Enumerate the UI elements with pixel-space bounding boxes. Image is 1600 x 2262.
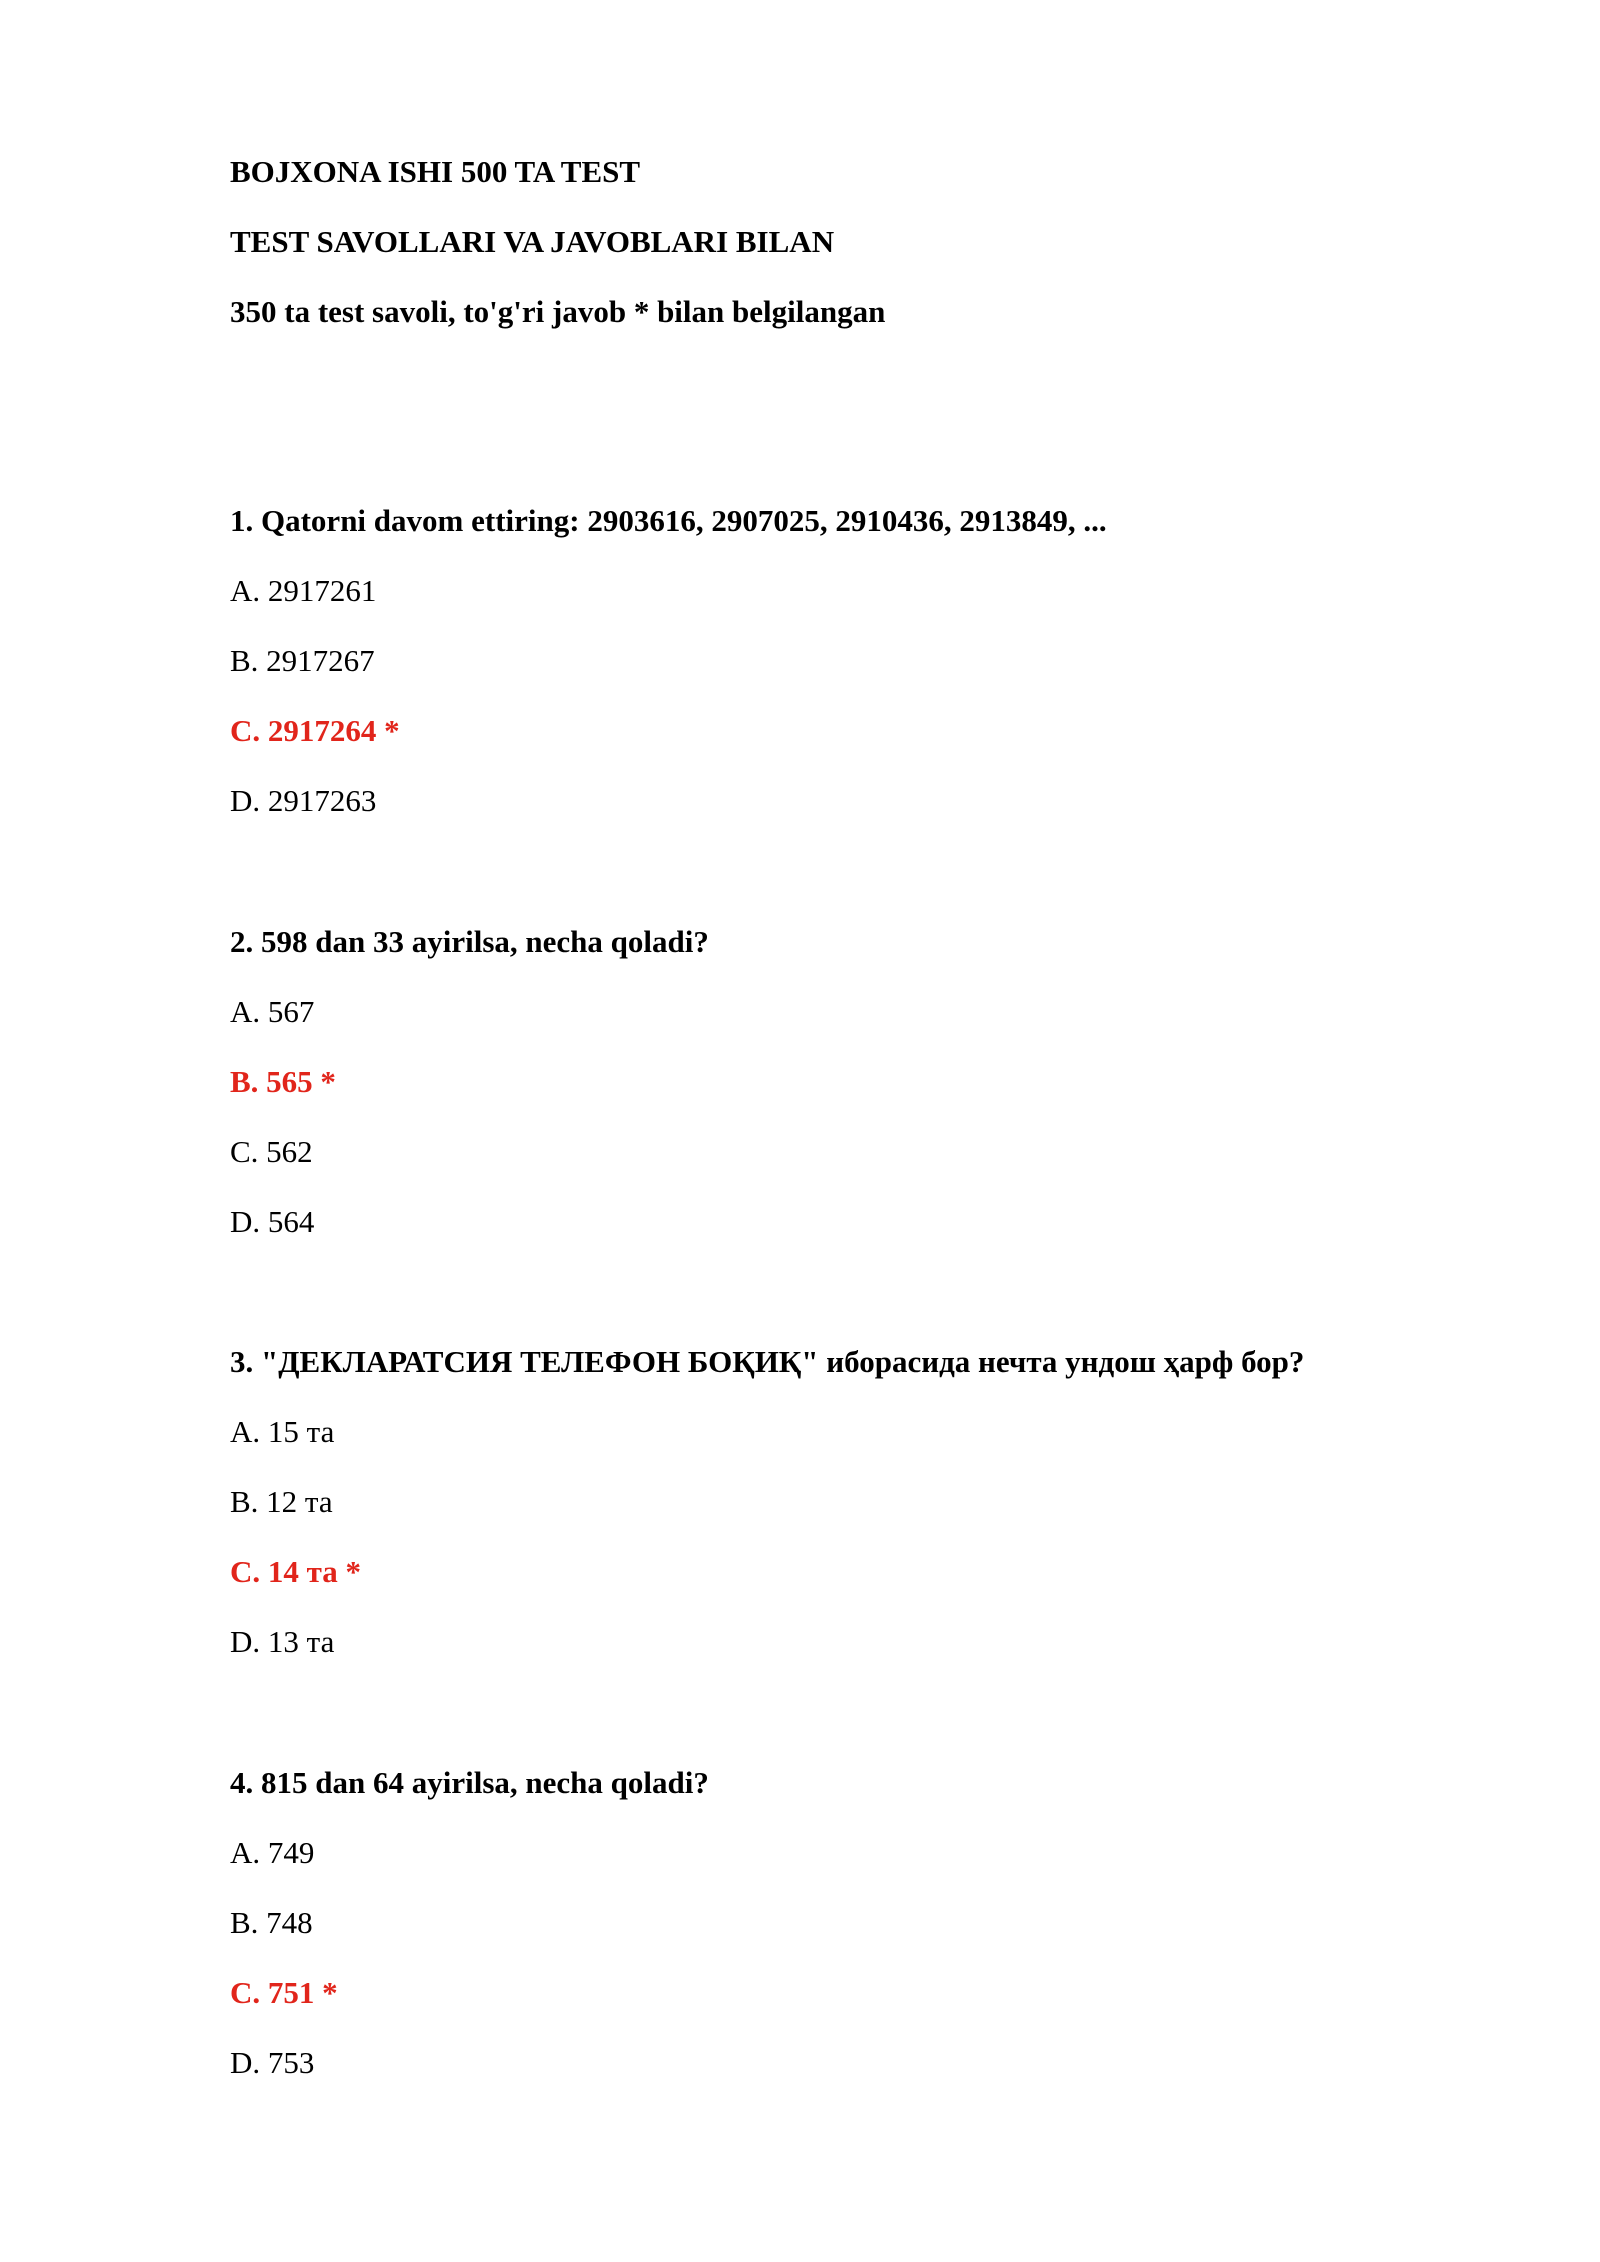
question-4-option-b: B. 748 bbox=[230, 1905, 313, 1940]
question-2-option-a: A. 567 bbox=[230, 994, 315, 1029]
question-1-option-c-correct: C. 2917264 * bbox=[230, 713, 400, 748]
document-note: 350 ta test savoli, to'g'ri javob * bilan belgilangan bbox=[230, 294, 886, 329]
question-3-text: 3. "ДЕКЛАРАТСИЯ ТЕЛЕФОН БОҚИҚ" иборасида нечта ундош ҳарф бор? bbox=[230, 1344, 1305, 1379]
question-4-option-a: A. 749 bbox=[230, 1835, 315, 1870]
question-3-option-b: B. 12 та bbox=[230, 1484, 333, 1519]
question-1-option-b: B. 2917267 bbox=[230, 643, 375, 678]
question-1-text: 1. Qatorni davom ettiring: 2903616, 2907025, 2910436, 2913849, ... bbox=[230, 503, 1107, 538]
question-4-text: 4. 815 dan 64 ayirilsa, necha qoladi? bbox=[230, 1765, 709, 1800]
document-title: BOJXONA ISHI 500 TA TEST bbox=[230, 154, 641, 189]
question-2-option-c: C. 562 bbox=[230, 1134, 313, 1169]
question-4-option-c-correct: C. 751 * bbox=[230, 1975, 338, 2010]
question-3-option-d: D. 13 та bbox=[230, 1624, 335, 1659]
question-2-option-d: D. 564 bbox=[230, 1204, 315, 1239]
question-4-option-d: D. 753 bbox=[230, 2045, 315, 2080]
question-2-text: 2. 598 dan 33 ayirilsa, necha qoladi? bbox=[230, 924, 709, 959]
document-subtitle: TEST SAVOLLARI VA JAVOBLARI BILAN bbox=[230, 224, 835, 259]
question-3-option-c-correct: C. 14 та * bbox=[230, 1554, 361, 1589]
question-2-option-b-correct: B. 565 * bbox=[230, 1064, 336, 1099]
question-1-option-d: D. 2917263 bbox=[230, 783, 377, 818]
question-1-option-a: A. 2917261 bbox=[230, 573, 377, 608]
question-3-option-a: A. 15 та bbox=[230, 1414, 335, 1449]
